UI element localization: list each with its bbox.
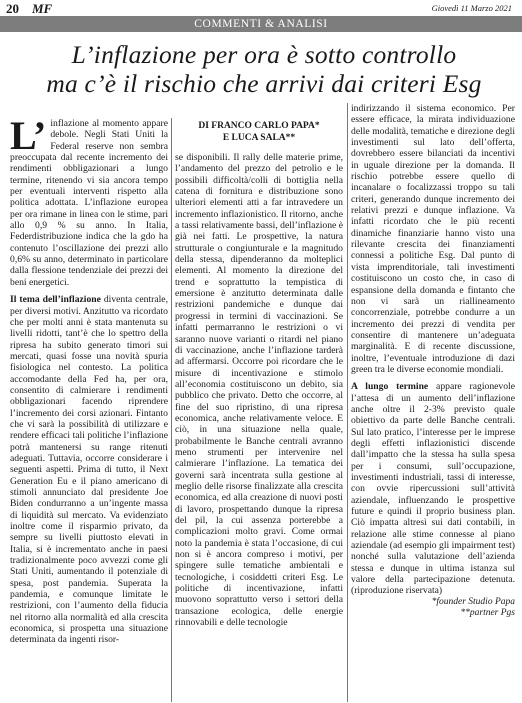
article-column-2 [175,118,343,628]
paragraph [351,381,515,597]
article-column-3 [351,103,515,619]
section-title: COMMENTI & ANALISI [0,16,522,32]
column-divider [171,118,172,702]
headline [14,40,514,98]
paragraph-text: inflazione al momento appare debole. Negli Stati Uniti la Federal reserve non sembra preoccupata dal recente incremento dei rendimenti obbligazionari a lungo termine, ritenendo vi sia ancora tempo per eventuali interventi rispetto alla politica adottata. L’inflazione europea per ora rimane in linea con le stime, pari allo 0,9 % su anno. In Italia, Federdistribuzione indica che la gdo ha contenuto l’oscillazione dei prezzi allo 0,6% su anno, determinato in particolare dalla flessione tendenziale dei prezzi dei beni energetici. [10,118,168,288]
paragraph [175,152,343,628]
paragraph-text: indirizzando il sistema economico. Per essere efficace, la mirata individuazione delle modalità, tematiche e direzione degli investimenti sul lato dell’offerta, dovrebbero essere bilanciati da incentivi in uguale direzione per la domanda. Il rischio potrebbe essere quello di incanalare o focalizzassi troppo su tali criteri, generando dunque incremento dei relativi prezzi e dunque inflazione. Va infatti ricordato che le più recenti dinamiche finanziarie hanno visto una rilevante crescita dei finanziamenti connessi a politiche Esg. Dal punto di vista imprenditoriale, tali investimenti costituiscono un costo che, in caso di espansione della domanda e fintanto che non vi sarà un riallineamento concorrenziale, potrebbe condurre a un incremento dei prezzi di vendita per consentire di mantenere un’adeguata marginalità. E di recente discussione, inoltre, l’eventuale introduzione di dazi green tra le diverse economie mondiali. [351,103,515,375]
paragraph [10,294,168,646]
article-column-1 [10,113,168,646]
paragraph [10,113,168,288]
masthead-logo: MF [32,1,53,16]
headline-line-2: ma c’è il rischio che arrivi dai criteri Esg [46,69,482,98]
paragraph-text: appare ragionevole l’attesa di un aumento dell’inflazione anche oltre il 2-3% previsto quale obiettivo da parte delle Banche centrali. Sul lato pratico, l’interesse per le imprese degli effetti inflazionistici discende dall’impatto che la stessa ha sulla spesa per i consumi, sull’occupazione, investimenti industriali, tassi di interesse, con ovvie ripercussioni sull’attività aziendale, influenzando le prospettive future e quindi il proprio business plan. Ciò impatta altresì sui dati contabili, in relazione alle stime connesse al piano aziendale (ad esempio gli impairment test) nonché sulla valutazione dell’azienda stessa e dunque in ultima istanza sul valore della partecipazione detenuta. (riproduzione riservata) [351,381,515,597]
paragraph-text: se disponibili. Il rally delle materie prime, l’andamento del prezzo del petrolio e le possibili difficoltà/colli di bottiglia nella catena di fornitura e distribuzione sono ulteriori elementi atti a far intravedere un incremento inflazionistico. Il ritorno, anche a tassi relativamente bassi, dell’inflazione è già nei fatti. Le prospettive, la natura strutturale o congiunturale e la magnitudo della stessa, dipenderanno da molteplici elementi. Al momento la direzione del trend e soprattutto la tempistica di emersione è anzitutto determinata dalle restrizioni pandemiche e dunque dai progressi in termini di vaccinazioni. Se infatti permarranno le restrizioni o vi saranno nuove varianti o ritardi nel piano di vaccinazione, anche l’inflazione tarderà ad affermarsi. Occorre poi ricordare che le misure di incentivazione e stimolo all’economia costituiscono un debito, sia pubblico che privato. Detto che occorre, al fine del suo ripristino, di una ripresa economica, anche relativamente veloce. E ciò, in una situazione nella quale, probabilmente le Banche centrali avranno meno strumenti per intervenire nel calmierare l’inflazione. La tematica dei governi sarà incentrata sulla gestione al meglio delle risorse finalizzate alla crescita economica, ed alla creazione di nuovi posti di lavoro, prospettando dunque la ripresa del pil, la cui assenza porterebbe a complicazioni molto gravi. Come ormai noto la pandemia è stata l’occasione, di cui non si è ancora compreso i motivi, per spingere sulle tematiche ambientali e tecnologiche, i cosiddetti criteri Esg. Le politiche di incentivazione, infatti muovono soprattutto verso i settori della transazione ecologica, delle energie rinnovabili e delle tecnologie [175,152,343,629]
byline-author-2: E LUCA SALA** [222,133,296,143]
paragraph [351,103,515,375]
byline-author-1: DI FRANCO CARLO PAPA* [198,121,320,131]
column-divider [347,103,348,702]
drop-cap: L’ [10,113,47,158]
headline-line-1: L’inflazione per ora è sotto controllo [71,40,457,69]
page-header [0,0,522,16]
page-number: 20 [6,1,19,16]
issue-date: Giovedì 11 Marzo 2021 [431,3,512,13]
paragraph-text: diventa centrale, per diversi motivi. Anzitutto va ricordato che per molti anni è stata mantenuta su livelli ridotti, tant’è che lo spettro della ripresa ha subito generato timori sui mercati, quasi fosse una novità spuria fisiologica nel contesto. La politica accomodante della Fed ha, per ora, consentito di calmierare i rendimenti obbligazionari facendo riprendere l’incremento dei corsi azionari. Fintanto che vi sarà la possibilità di utilizzare e rendere efficaci tali politiche l’inflazione potrà mantenersi su range ritenuti adeguati. Tuttavia, occorre considerare i seguenti aspetti. Prima di tutto, il Next Generation Eu e il piano americano di stimoli annunciato dal presidente Joe Biden condurranno a un’ingente massa di liquidità sul mercato. Va evidenziato inoltre come il risparmio privato, da sempre su livelli piuttosto elevati in Italia, si è incrementato anche in paesi tradizionalmente poco avvezzi come gli Stati Uniti, aumentando il potenziale di spesa, post pandemia. Superata la pandemia, e comunque limitate le restrizioni, con l’aumento della fiducia nel ritorno alla normalità ed alla crescita economica, si prospetta una situazione determinata da ingenti risor- [10,294,168,646]
byline [175,118,343,144]
author-footnote-1: *founder Studio Papa [431,596,515,607]
author-footnote-2: **partner Pgs [460,607,515,618]
paragraph-lead: A lungo termine [351,381,429,393]
paragraph-lead: Il tema dell’inflazione [10,294,101,306]
